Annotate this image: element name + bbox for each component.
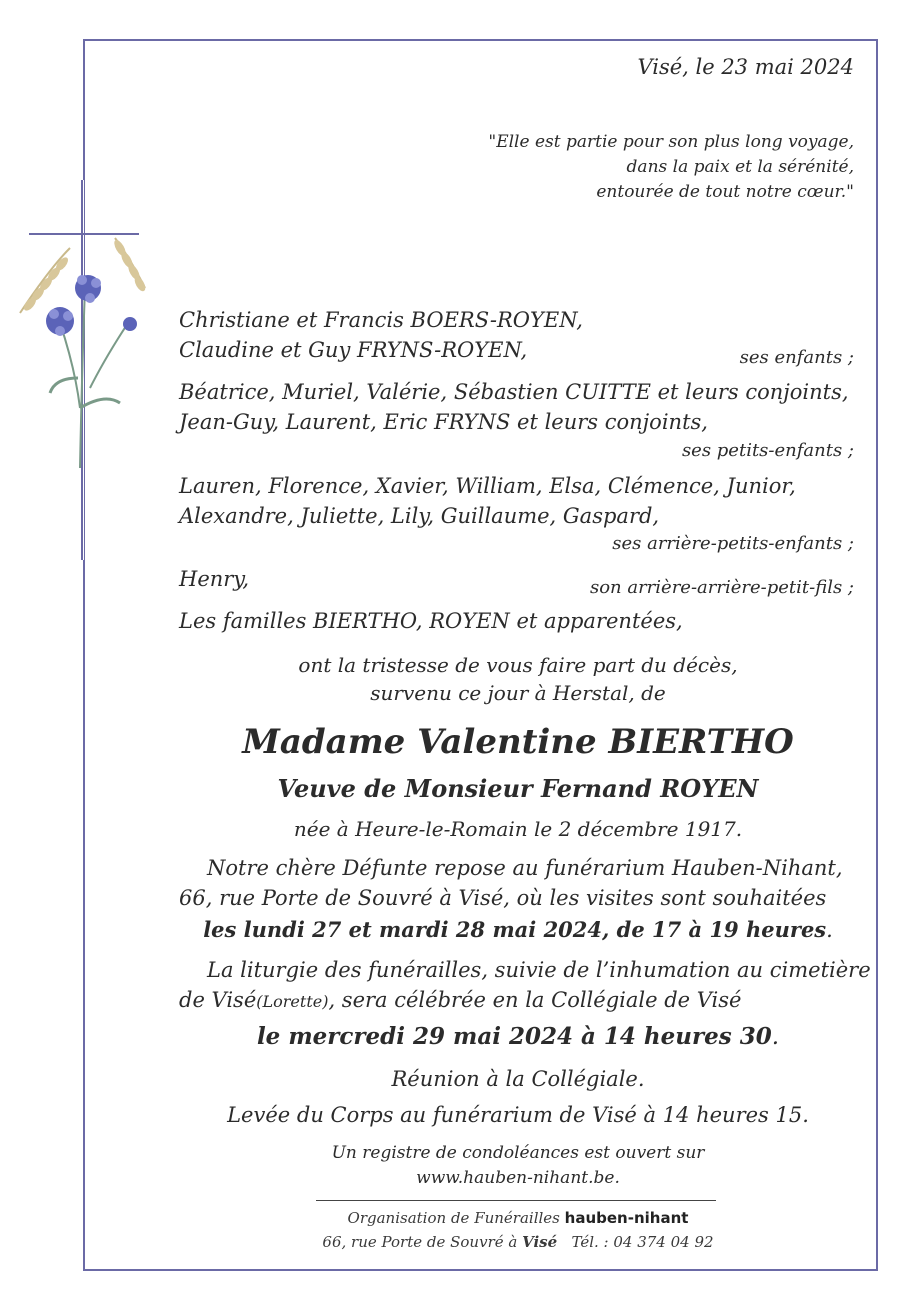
- great-grandchildren-names: [179, 471, 796, 531]
- birth-info: née à Heure-le-Romain le 2 décembre 1917.: [293, 817, 743, 841]
- footer-address: [83, 1233, 918, 1251]
- great-great-relation: son arrière-arrière-petit-fils ;: [589, 577, 854, 598]
- great-great-grandchild: Henry,: [179, 567, 250, 591]
- funeral-date-bold: le mercredi 29 mai 2024 à 14 heures 30: [256, 1023, 772, 1050]
- funeral-church: , sera célébrée en la Collégiale de Visé: [328, 988, 742, 1012]
- meeting-info: Réunion à la Collégiale.: [391, 1067, 645, 1091]
- condolences: [83, 1141, 918, 1191]
- family-line: Lauren, Florence, Xavier, William, Elsa, Clémence, Junior,: [179, 474, 796, 498]
- cornflower-wheat-icon: [10, 228, 155, 478]
- announcement-line: survenu ce jour à Herstal, de: [370, 681, 666, 705]
- visit-dates-end: .: [826, 918, 833, 942]
- visits-line-1: Notre chère Défunte repose au funérarium Hauben-Nihant,: [207, 856, 843, 880]
- quote-line: "Elle est partie pour son plus long voyage,: [488, 132, 854, 152]
- footer-divider: [316, 1200, 716, 1201]
- visit-dates-bold: les lundi 27 et mardi 28 mai 2024, de 17 à 19 heures: [203, 917, 827, 942]
- funeral-date: [83, 1022, 918, 1052]
- condolences-link[interactable]: www.hauben-nihant.be.: [416, 1168, 620, 1188]
- brand-logo: hauben-nihant: [564, 1209, 689, 1227]
- address-city: Visé: [522, 1233, 558, 1251]
- date-line: Visé, le 23 mai 2024: [637, 55, 854, 79]
- family-line: Béatrice, Muriel, Valérie, Sébastien CUITTE et leurs conjoints,: [179, 380, 849, 404]
- footer-org: [83, 1209, 918, 1227]
- quote-line: dans la paix et la sérénité,: [626, 157, 854, 177]
- cemetery-name: (Lorette): [256, 992, 329, 1011]
- address-prefix: 66, rue Porte de Souvré à: [322, 1233, 518, 1251]
- family-line: Christiane et Francis BOERS-ROYEN,: [179, 308, 583, 332]
- quote: [488, 130, 854, 205]
- grandchildren-names: [179, 377, 849, 437]
- grandchildren-relation: ses petits-enfants ;: [681, 440, 854, 461]
- announcement-line: ont la tristesse de vous faire part du décès,: [298, 653, 738, 677]
- condolences-line: Un registre de condoléances est ouvert sur: [331, 1143, 705, 1163]
- announcement-text: [83, 651, 918, 707]
- great-grandchildren-relation: ses arrière-petits-enfants ;: [612, 533, 854, 554]
- family-line: Jean-Guy, Laurent, Eric FRYNS et leurs conjoints,: [179, 410, 708, 434]
- deceased-name: Madame Valentine BIERTHO: [242, 722, 794, 762]
- funeral-date-end: .: [771, 1024, 780, 1050]
- widow-of: Veuve de Monsieur Fernand ROYEN: [277, 774, 759, 803]
- children-relation: ses enfants ;: [739, 347, 854, 368]
- funeral-line-1: La liturgie des funérailles, suivie de l’inhumation au cimetière: [207, 958, 871, 982]
- family-line: Claudine et Guy FRYNS-ROYEN,: [179, 338, 528, 362]
- phone-number: Tél. : 04 374 04 92: [571, 1233, 714, 1251]
- visits-line-2: 66, rue Porte de Souvré à Visé, où les visites sont souhaitées: [179, 886, 827, 910]
- org-prefix: Organisation de Funérailles: [347, 1209, 560, 1227]
- quote-line: entourée de tout notre cœur.": [596, 182, 854, 202]
- funeral-place: de Visé: [179, 988, 257, 1012]
- visit-dates: [83, 915, 918, 945]
- family-line: Alexandre, Juliette, Lily, Guillaume, Gaspard,: [179, 504, 660, 528]
- families-line: Les familles BIERTHO, ROYEN et apparentées,: [179, 609, 683, 633]
- levee-info: Levée du Corps au funérarium de Visé à 14 heures 15.: [227, 1103, 809, 1127]
- children-names: [179, 305, 583, 365]
- funeral-line-2: [179, 985, 741, 1017]
